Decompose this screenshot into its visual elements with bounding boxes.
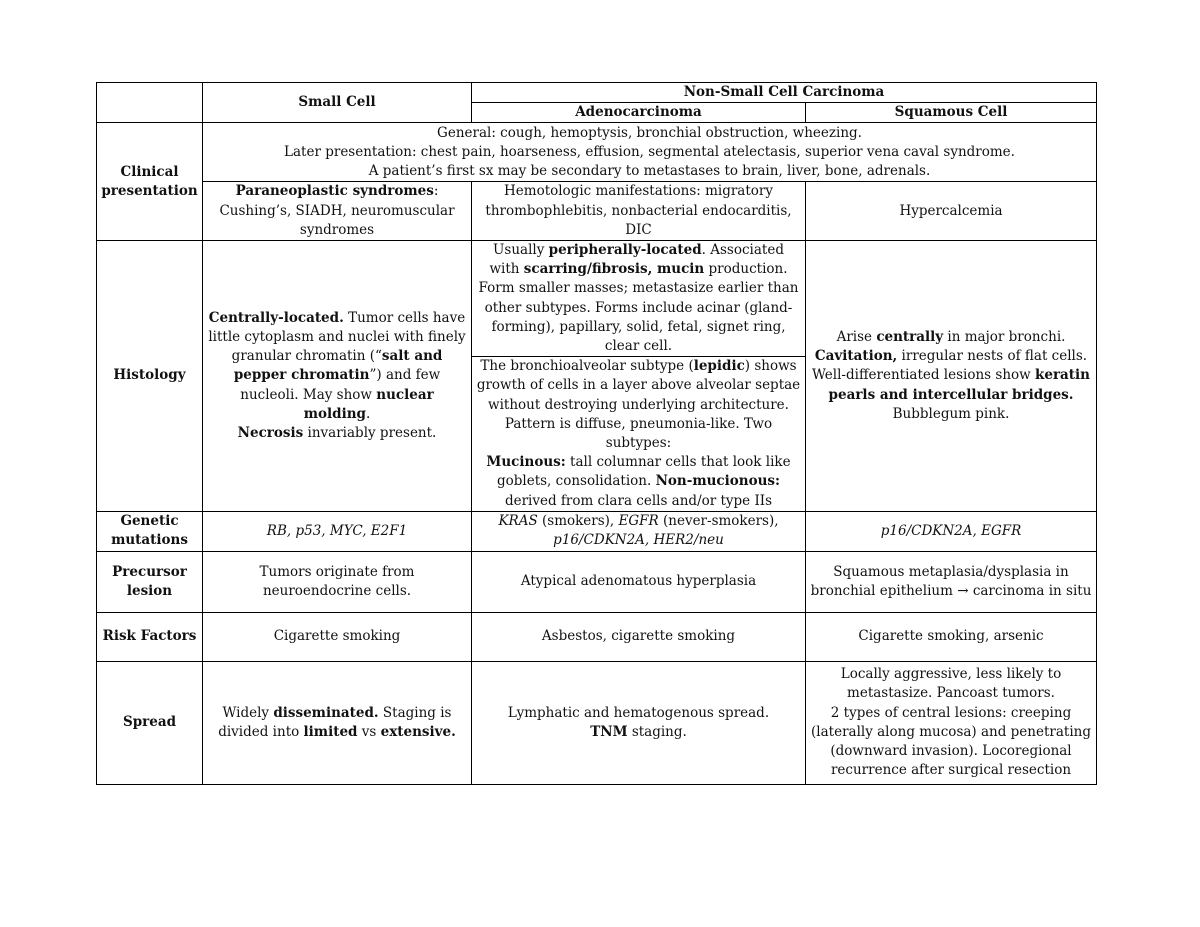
genetic-adeno-t1: (smokers), bbox=[537, 513, 619, 530]
histology-adeno1-b1: peripherally-located bbox=[548, 242, 702, 259]
row-label-genetic: Genetic mutations bbox=[97, 511, 203, 551]
genetic-adeno-i2: EGFR bbox=[618, 513, 659, 530]
histology-adeno2-t1: The bronchioalveolar subtype ( bbox=[480, 358, 694, 375]
lung-cancer-table bbox=[96, 82, 1097, 785]
clinical-general-line3: A patient’s first sx may be secondary to metastases to brain, liver, bone, adrenals. bbox=[368, 163, 931, 179]
histology-sq-t4: Well-differentiated lesions show bbox=[812, 367, 1035, 384]
histology-small-t2: ”) and few nucleoli. May show bbox=[240, 367, 441, 403]
spread-small-b3: extensive. bbox=[380, 723, 456, 740]
histology-adeno1-t3: production. Form smaller masses; metastasize earlier than other subtypes. Forms include acinar (gland-forming), papillary, solid, fetal, signet ring, clear cell. bbox=[478, 261, 799, 355]
genetic-squamous: p16/CDKN2A, EGFR bbox=[806, 511, 1097, 551]
header-adenocarcinoma: Adenocarcinoma bbox=[472, 103, 806, 123]
histology-sq-b3: keratin pearls and intercellular bridges. bbox=[828, 367, 1090, 403]
spread-adeno-t2: staging. bbox=[627, 723, 687, 740]
header-squamous-cell: Squamous Cell bbox=[806, 103, 1097, 123]
spread-small-b2: limited bbox=[303, 723, 358, 740]
histology-adeno2-t2: ) shows growth of cells in a layer above alveolar septae without destroying underlying architecture. Pattern is diffuse, pneumonia-like. Two subtypes: bbox=[476, 358, 801, 452]
histology-adeno1-t1: Usually bbox=[493, 242, 549, 259]
spread-squamous bbox=[806, 661, 1097, 784]
precursor-small-cell: Tumors originate from neuroendocrine cells. bbox=[203, 551, 472, 612]
corner-cell bbox=[97, 83, 203, 123]
row-label-risk: Risk Factors bbox=[97, 612, 203, 661]
histology-small-b1: Centrally-located. bbox=[208, 309, 344, 326]
spread-small-cell bbox=[203, 661, 472, 784]
histology-sq-t5: Bubblegum pink. bbox=[892, 405, 1010, 422]
histology-sq-b1: centrally bbox=[876, 328, 944, 345]
histology-small-cell bbox=[203, 241, 472, 512]
clinical-general-line1: General: cough, hemoptysis, bronchial obstruction, wheezing. bbox=[437, 124, 862, 141]
histology-adeno2-b3: Non-mucionous: bbox=[655, 473, 780, 490]
histology-adeno1-t2: . Associated with bbox=[489, 242, 784, 278]
paraneoplastic-text: : Cushing’s, SIADH, neuromuscular syndromes bbox=[219, 183, 455, 238]
histology-small-t4: invariably present. bbox=[303, 424, 437, 441]
histology-small-b3: nuclear molding bbox=[303, 386, 434, 422]
histology-adeno2-b2: Mucinous: bbox=[486, 454, 566, 471]
risk-small-cell: Cigarette smoking bbox=[203, 612, 472, 661]
row-label-histology: Histology bbox=[97, 241, 203, 512]
spread-adeno-t1: Lymphatic and hematogenous spread. bbox=[507, 704, 770, 721]
risk-adeno: Asbestos, cigarette smoking bbox=[472, 612, 806, 661]
spread-sq-line2: 2 types of central lesions: creeping (laterally along mucosa) and penetrating (downward invasion). Locoregional recurrence after surgical resection bbox=[811, 704, 1091, 779]
histology-sq-b2: Cavitation, bbox=[814, 348, 898, 365]
header-small-cell: Small Cell bbox=[203, 83, 472, 123]
spread-small-t2: Staging is divided into bbox=[218, 704, 452, 740]
paraneoplastic-label: Paraneoplastic syndromes bbox=[235, 183, 434, 200]
precursor-adeno: Atypical adenomatous hyperplasia bbox=[472, 551, 806, 612]
spread-small-t1: Widely bbox=[222, 704, 274, 721]
histology-sq-t2: in major bronchi. bbox=[943, 328, 1066, 345]
clinical-adeno: Hemotologic manifestations: migratory thrombophlebitis, nonbacterial endocarditis, DIC bbox=[472, 182, 806, 241]
clinical-label-line2: presentation bbox=[101, 182, 198, 199]
row-label-spread: Spread bbox=[97, 661, 203, 784]
genetic-adeno-t2: (never-smokers), bbox=[658, 513, 779, 530]
histology-small-t1: Tumor cells have little cytoplasm and nuclei with finely granular chromatin (“ bbox=[208, 309, 466, 365]
header-nsclc: Non-Small Cell Carcinoma bbox=[472, 83, 1097, 103]
histology-squamous bbox=[806, 241, 1097, 512]
histology-adeno2-t3: tall columnar cells that look like goblets, consolidation. bbox=[496, 454, 791, 490]
genetic-adeno bbox=[472, 511, 806, 551]
histology-adeno-general bbox=[472, 241, 806, 357]
spread-adeno bbox=[472, 661, 806, 784]
histology-sq-t1: Arise bbox=[836, 328, 877, 345]
clinical-small-cell bbox=[203, 182, 472, 241]
precursor-squamous: Squamous metaplasia/dysplasia in bronchial epithelium → carcinoma in situ bbox=[806, 551, 1097, 612]
histology-adeno1-b2: scarring/fibrosis, mucin bbox=[523, 261, 705, 278]
genetic-adeno-i1: KRAS bbox=[498, 513, 538, 530]
histology-adeno2-b1: lepidic bbox=[693, 358, 745, 375]
genetic-small-cell: RB, p53, MYC, E2F1 bbox=[203, 511, 472, 551]
spread-small-b1: disseminated. bbox=[273, 704, 379, 721]
clinical-general-cell bbox=[203, 123, 1097, 182]
histology-adeno2-t4: derived from clara cells and/or type IIs bbox=[504, 492, 773, 509]
histology-small-b4: Necrosis bbox=[237, 424, 304, 441]
spread-small-t3: vs bbox=[357, 723, 381, 740]
spread-adeno-b1: TNM bbox=[590, 723, 628, 740]
clinical-squamous: Hypercalcemia bbox=[806, 182, 1097, 241]
genetic-adeno-i3: p16/CDKN2A, HER2/neu bbox=[553, 532, 724, 549]
histology-small-t3: . bbox=[365, 405, 371, 422]
clinical-label-line1: Clinical bbox=[120, 163, 179, 180]
histology-small-b2: salt and pepper chromatin bbox=[233, 348, 443, 384]
histology-sq-t3: irregular nests of flat cells. bbox=[897, 348, 1088, 365]
row-label-clinical bbox=[97, 123, 203, 241]
clinical-general-line2: Later presentation: chest pain, hoarseness, effusion, segmental atelectasis, superior vena caval syndrome. bbox=[284, 143, 1015, 160]
spread-sq-line1: Locally aggressive, less likely to metastasize. Pancoast tumors. bbox=[840, 666, 1062, 702]
row-label-precursor: Precursor lesion bbox=[97, 551, 203, 612]
histology-adeno-lepidic bbox=[472, 357, 806, 512]
risk-squamous: Cigarette smoking, arsenic bbox=[806, 612, 1097, 661]
